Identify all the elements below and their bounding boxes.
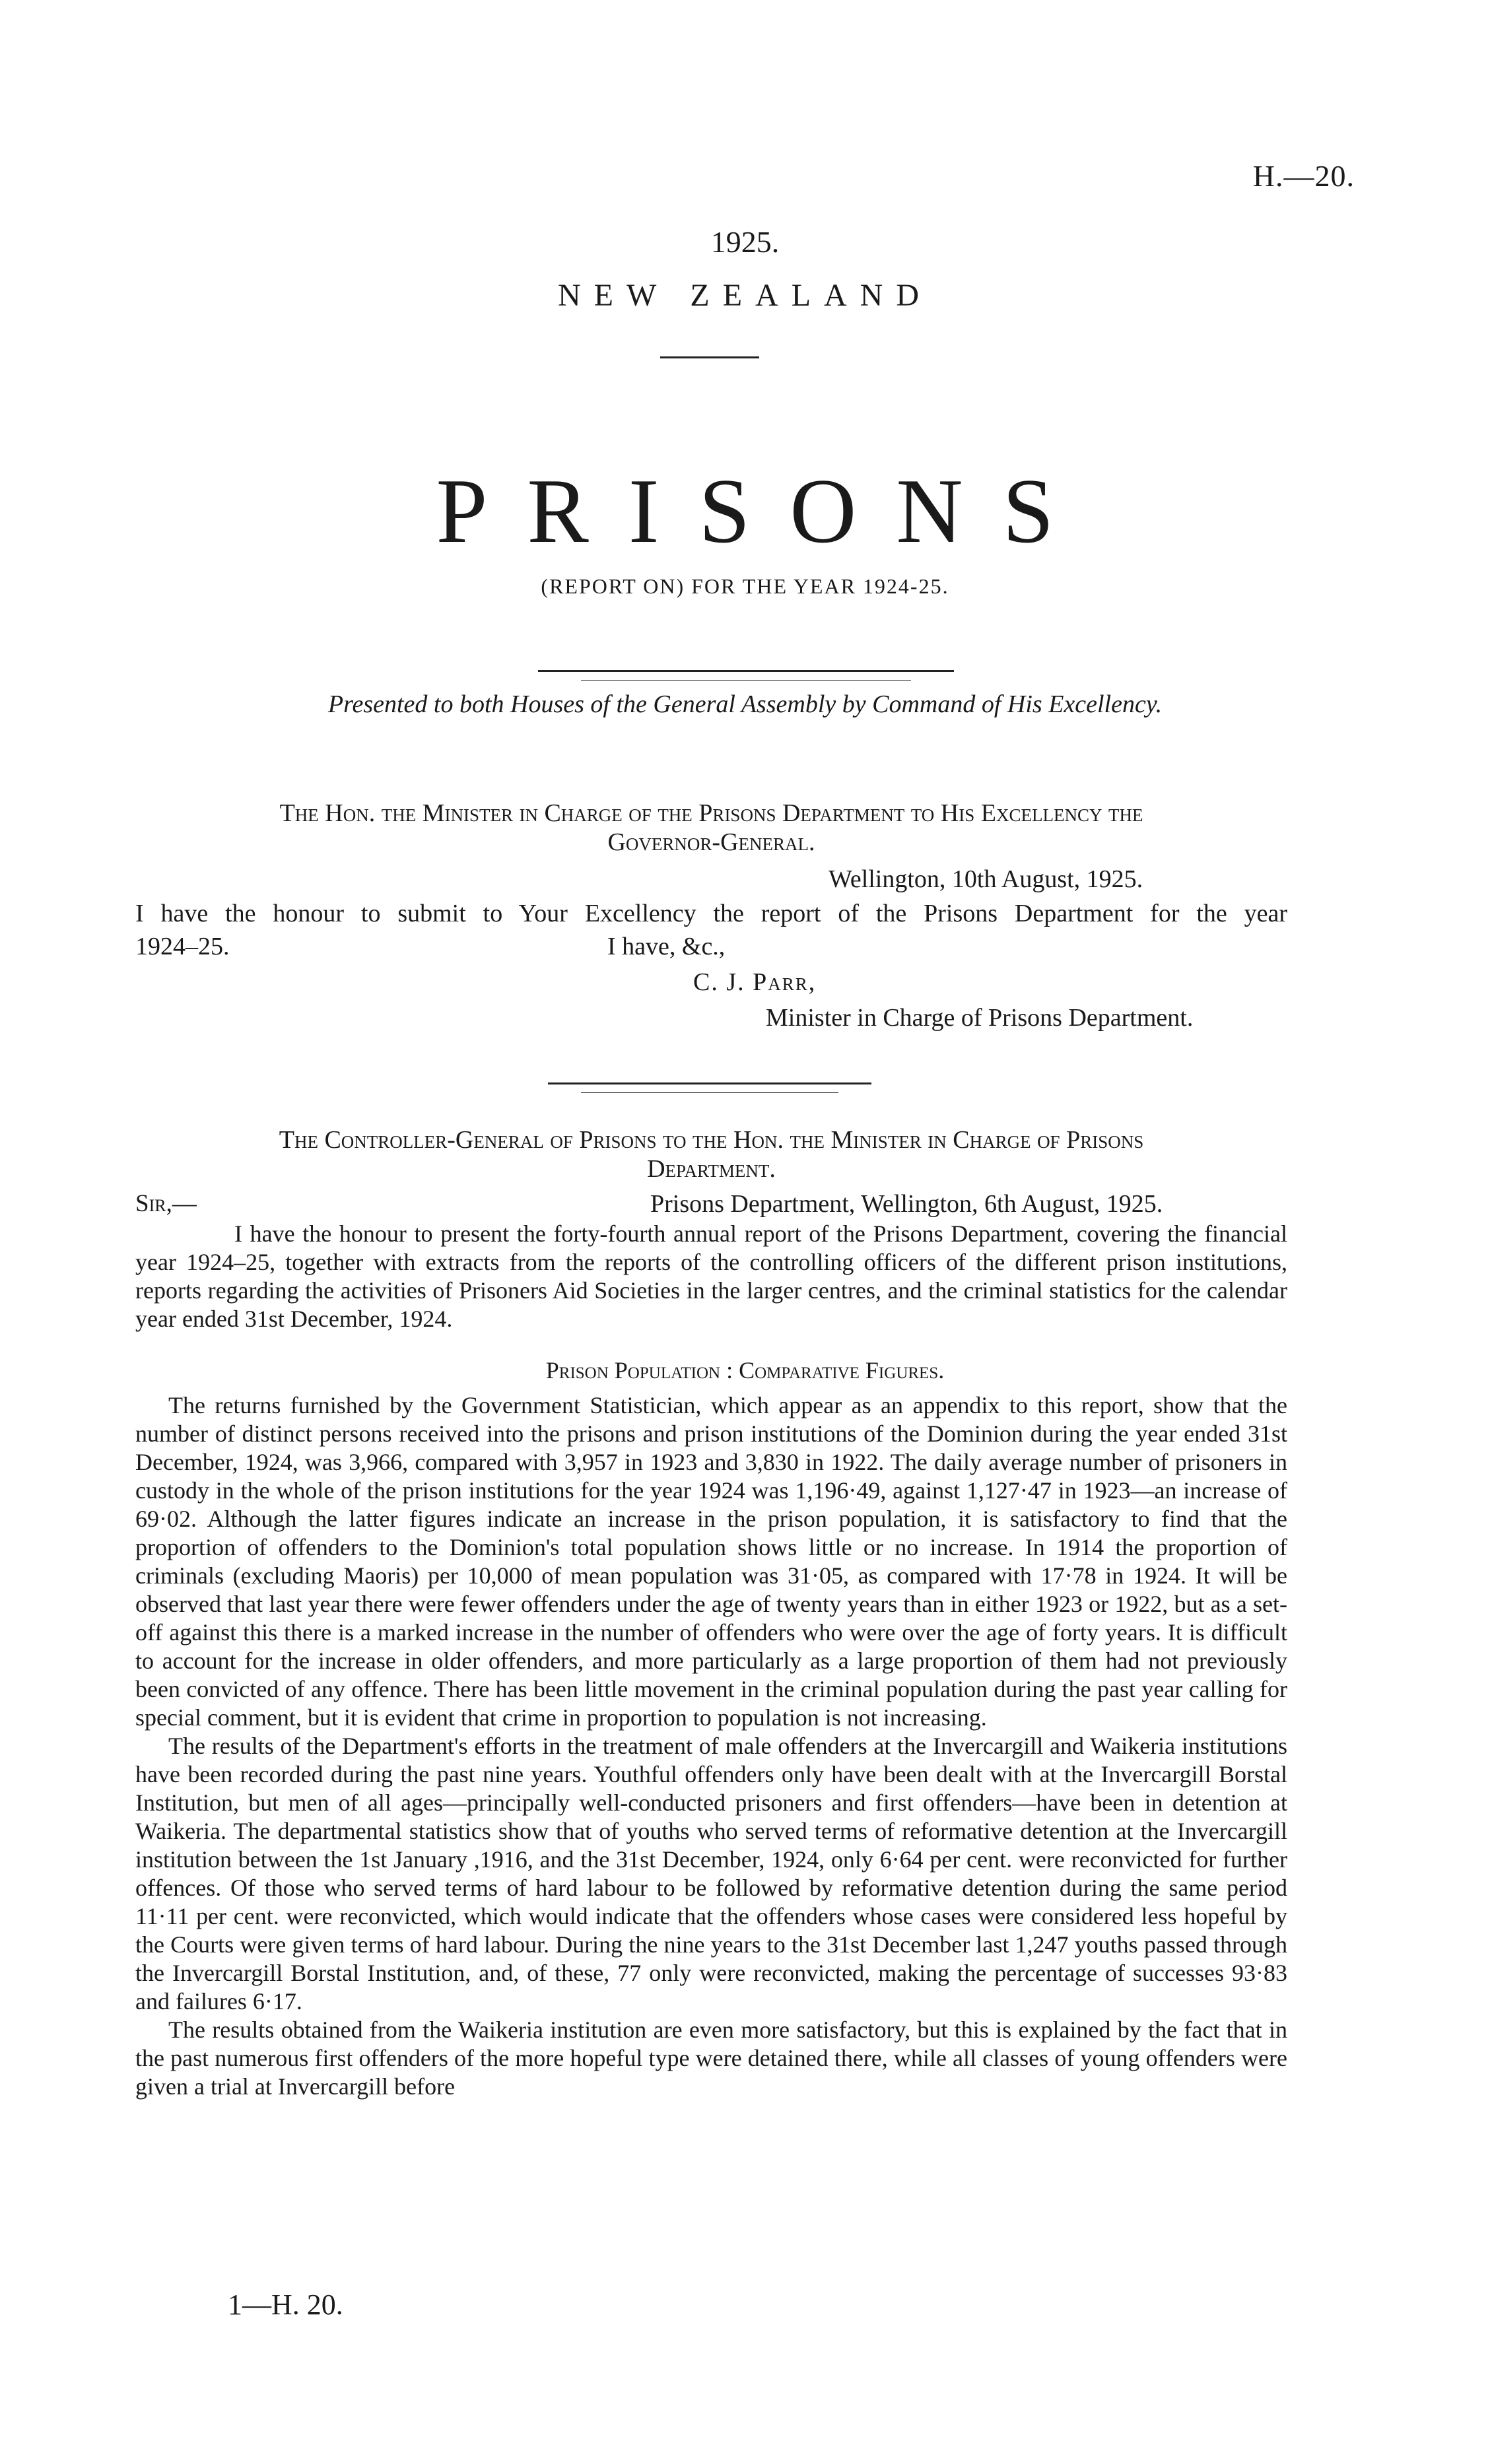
divider-short [660,356,759,358]
report-title: PRISONS [436,460,1094,562]
section-heading: Prison Population : Comparative Figures. [545,1357,945,1383]
controller-body [135,1391,1287,2101]
country-name: NEW ZEALAND [557,278,933,313]
divider-middle [548,1082,871,1084]
minister-letter-heading [135,799,1287,857]
minister-body-line2: 1924–25. [135,933,230,960]
controller-heading-line2: Department. [647,1155,776,1183]
divider-top [538,670,954,672]
minister-closing: I have, &c., [607,933,726,960]
divider-top-thin [581,680,911,681]
minister-heading-line2: Governor-General. [607,828,815,856]
report-year: 1925. [710,225,780,259]
body-paragraph: The returns furnished by the Government Statistician, which appear as an appendix to this report, show that the number of distinct persons received into the prisons and prison institutions of the Dominion during the year ended 31st December, 1924, was 3,966, compared with 3,957 in 1923 and 3,830 in 1922. The daily average number of prisoners in custody in the whole of the prison institutions for the year 1924 was 1,196·49, against 1,127·47 in 1923—an increase of 69·02. Although the latter figures indicate an increase in the prison population, it is satisfactory to find that the proportion of offenders to the Dominion's total population shows little or no increase. In 1914 the proportion of criminals (excluding Maoris) per 10,000 of mean population was 31·05, as compared with 17·78 in 1924. It will be observed that last year there were fewer offenders under the age of twenty years than in either 1923 or 1922, but as a set-off against this there is a marked increase in the number of offenders who were over the age of forty years. It is difficult to account for the increase in older offenders, and more particularly as a large proportion of them had not previously been convicted of any offence. There has been little movement in the criminal population during the past year calling for special comment, but it is evident that crime in proportion to population is not increasing. [135,1392,1287,1731]
minister-place-date: Wellington, 10th August, 1925. [829,865,1143,893]
doc-code: H.—20. [1252,159,1355,193]
controller-intro [135,1220,1287,1333]
controller-place-date: Prisons Department, Wellington, 6th August, 1925. [650,1190,1163,1218]
signature-mark: 1—H. 20. [228,2288,343,2321]
report-subtitle: (REPORT ON) FOR THE YEAR 1924-25. [541,574,949,598]
controller-heading-line1: The Controller-General of Prisons to the Hon. the Minister in Charge of Prisons [279,1126,1144,1154]
body-paragraph: The results of the Department's efforts in the treatment of male offenders at the Invercargill and Waikeria institutions have been recorded during the past nine years. Youthful offenders only have been dealt with at the Invercargill Borstal Institution, but men of all ages—principally well-conducted prisoners and first offenders—have been in detention at Waikeria. The departmental statistics show that of youths who served terms of reformative detention at the Invercargill institution between the 1st January ,1916, and the 31st December, 1924, only 6·64 per cent. were reconvicted for further offences. Of those who served terms of hard labour to be followed by reformative detention during the same period 11·11 per cent. were reconvicted, which would indicate that the offenders whose cases were considered less hopeful by the Courts were given terms of hard labour. During the nine years to the 31st December last 1,247 youths passed through the Invercargill Borstal Institution, and, of these, 77 only were reconvicted, making the percentage of successes 93·83 and failures 6·17. [135,1733,1287,2014]
presented-line: Presented to both Houses of the General Assembly by Command of His Excellency. [327,690,1163,718]
minister-signature: C. J. Parr, [693,968,817,996]
minister-heading-line1: The Hon. the Minister in Charge of the Prisons Department to His Excellency the [279,799,1143,827]
salutation: Sir,— [135,1190,197,1217]
controller-letter-heading [135,1125,1287,1183]
divider-middle-thin [581,1092,838,1093]
intro-paragraph: I have the honour to present the forty-fourth annual report of the Prisons Department, covering the financial year 1924–25, together with extracts from the reports of the controlling officers of the different prison institutions, reports regarding the activities of Prisoners Aid Societies in the larger centres, and the criminal statistics for the calendar year ended 31st December, 1924. [135,1220,1287,1332]
minister-body-line1: I have the honour to submit to Your Excellency the report of the Prisons Department for the year [135,900,1287,927]
minister-signature-title: Minister in Charge of Prisons Department. [766,1004,1194,1032]
body-paragraph: The results obtained from the Waikeria institution are even more satisfactory, but this is explained by the fact that in the past numerous first offenders of the more hopeful type were detained there, while all classes of young offenders were given a trial at Invercargill before [135,2016,1287,2100]
